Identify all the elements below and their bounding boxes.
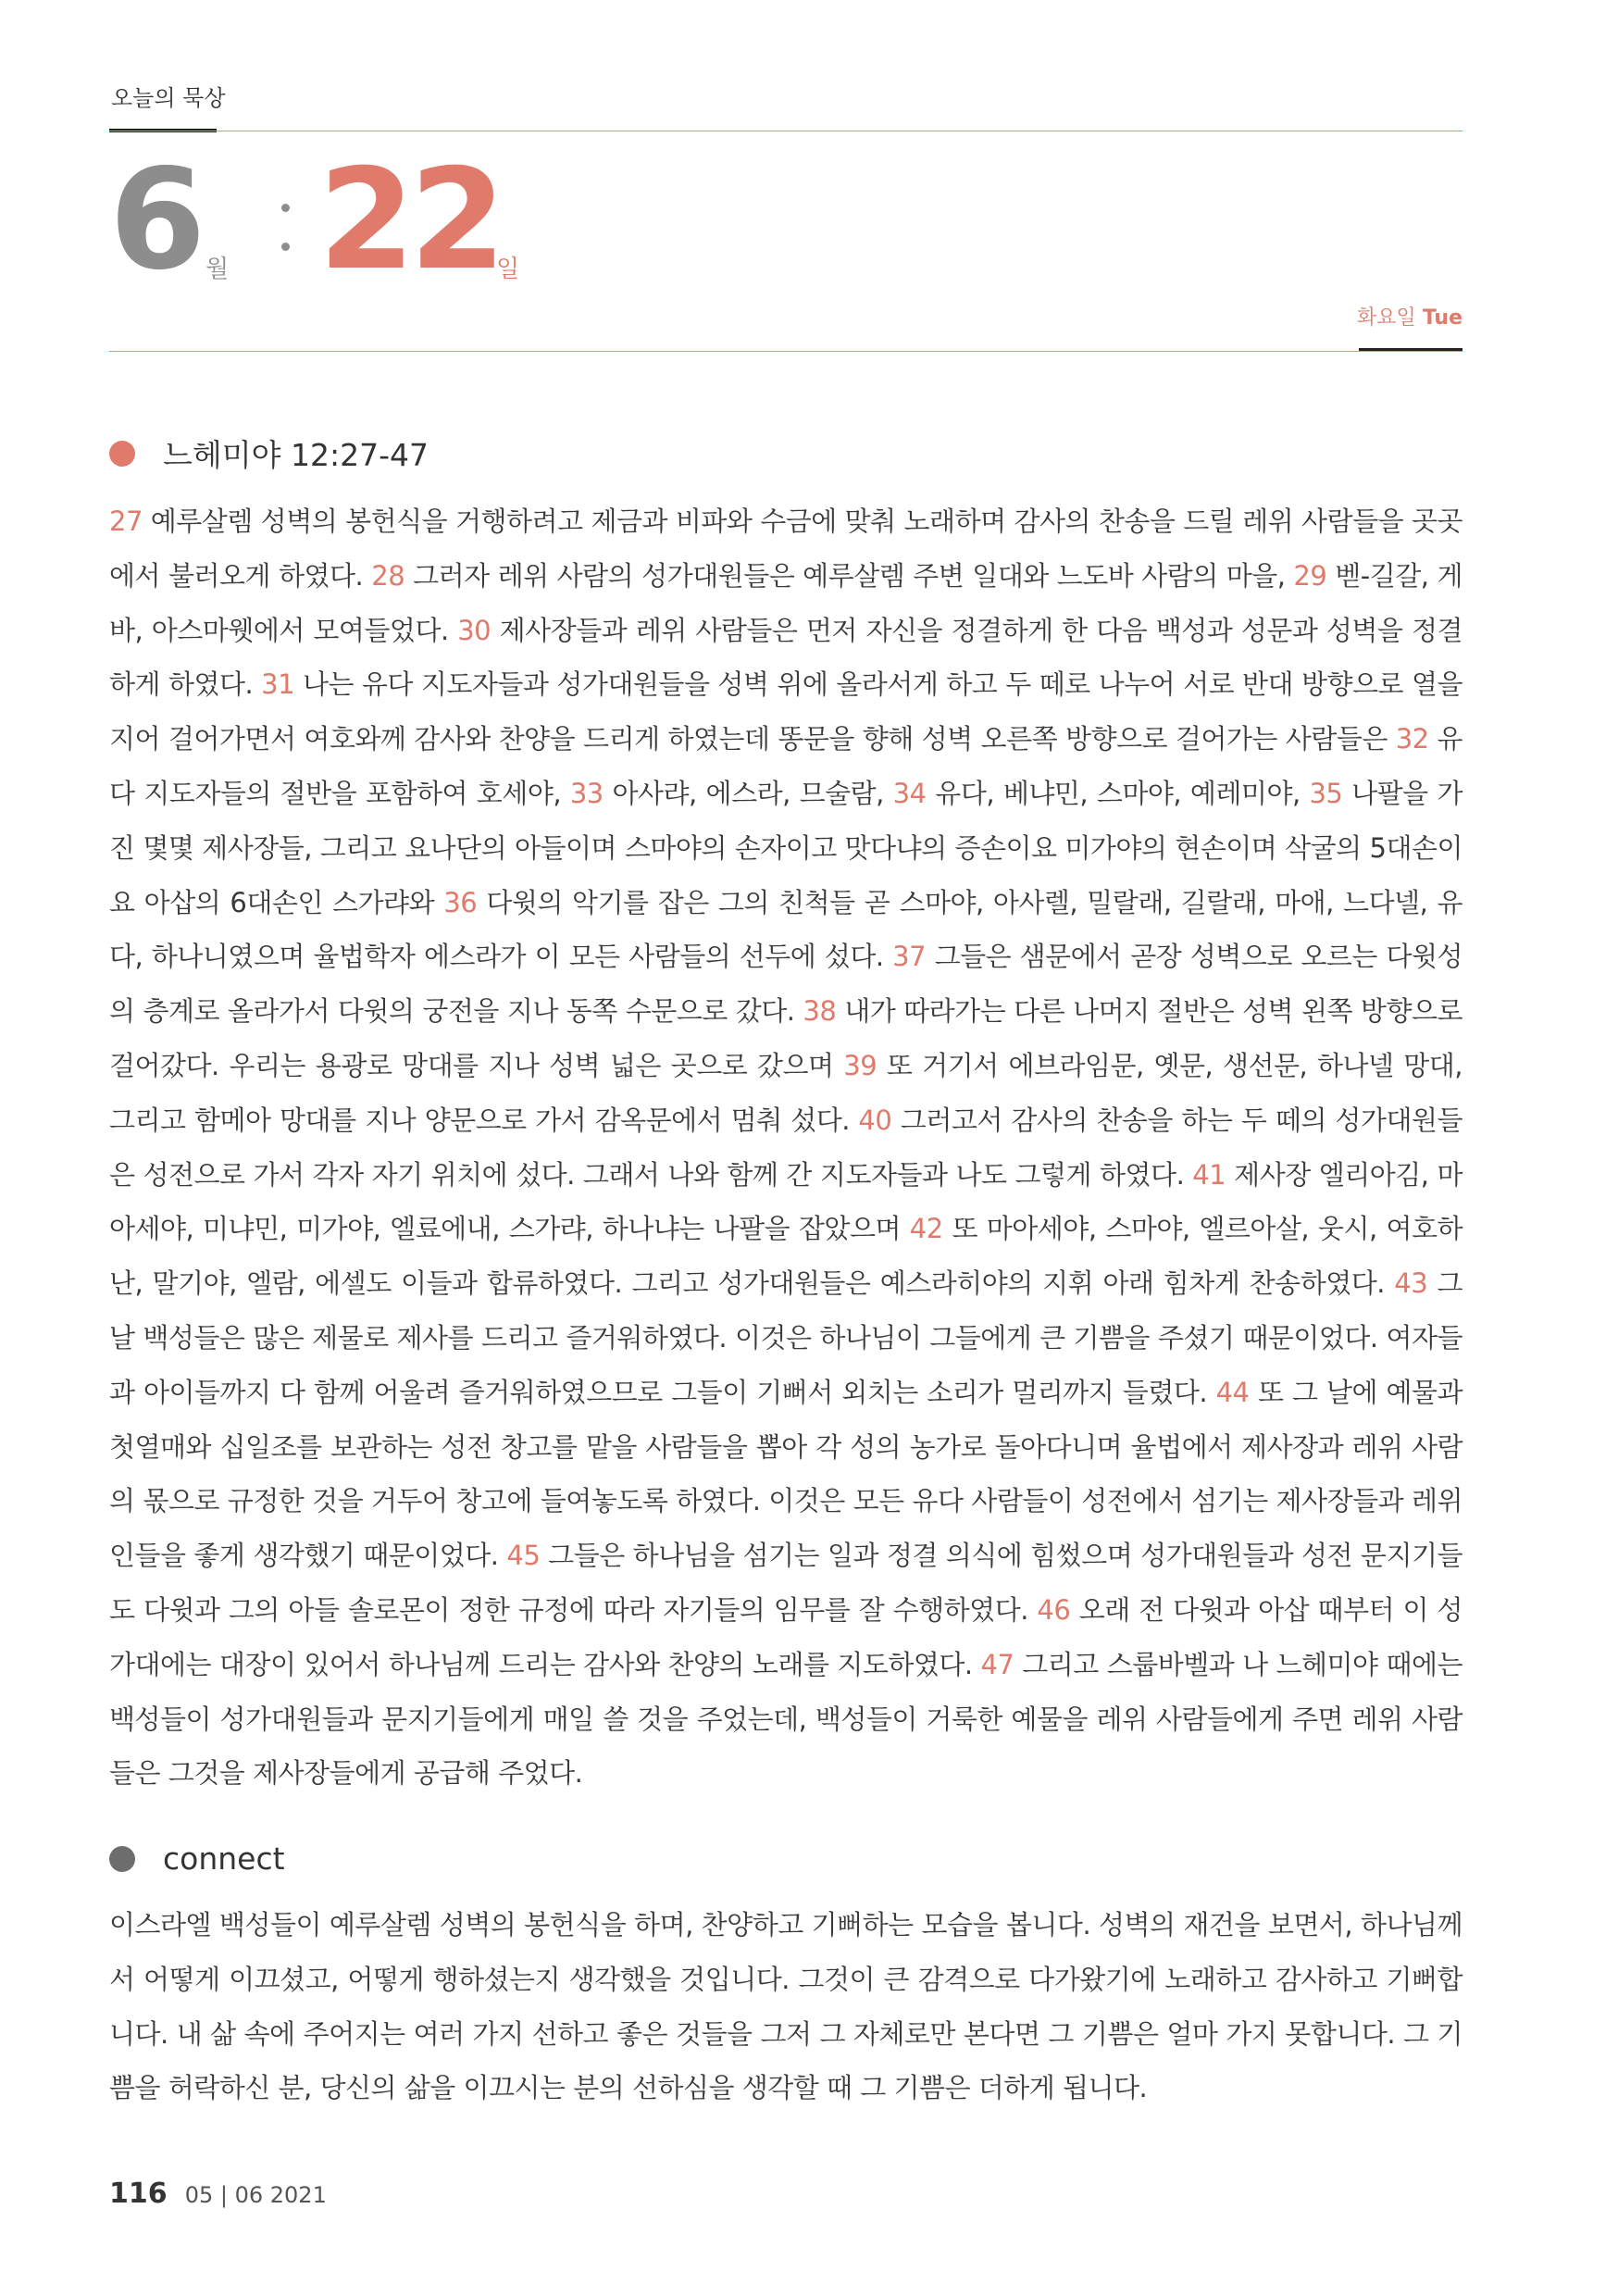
verse-text: 그 날 백성들은 많은 제물로 제사를 드리고 즐거워하였다. 이것은 하나님이 그들에게 큰 기쁨을 주셨기 때문이었다. 여자들과 아이들까지 다 함께 어울려 즐거워하였으므로 그들이 기뻐서 외치는 소리가 멀리까지 들렸다.	[109, 1267, 1462, 1408]
verse-text: 그들은 샘문에서 곧장 성벽으로 오르는 다윗성의 층계로 올라가서 다윗의 궁전을 지나 동쪽 수문으로 갔다.	[109, 941, 1463, 1028]
verse-number: 32	[1395, 723, 1429, 755]
verse-number: 33	[569, 777, 604, 809]
verse-number: 42	[909, 1213, 943, 1245]
bullet-icon	[109, 441, 135, 467]
colon-dot-top	[281, 204, 290, 212]
verse-text: 그들은 하나님을 섬기는 일과 정결 의식에 힘썼으며 성가대원들과 성전 문지기들도 다윗과 그의 아들 솔로몬이 정한 규정에 따라 자기들의 임무를 잘 수행하였다.	[109, 1540, 1462, 1626]
verse-text: 또 그 날에 예물과 첫열매와 십일조를 보관하는 성전 창고를 맡을 사람들을 뽑아 각 성의 농가로 돌아다니며 율법에서 제사장과 레위 사람의 몫으로 규정한 것을 거두어 창고에 들여놓도록 하였다. 이것은 모든 유다 사람들이 성전에서 섬기는 제사장들과 레위인들을 좋게 생각했기 때문이었다.	[109, 1376, 1462, 1572]
verse-text: 유다, 베냐민, 스마야, 예레미야,	[926, 777, 1310, 809]
weekday	[1357, 302, 1462, 331]
verse-number: 47	[980, 1648, 1014, 1680]
verse-text: 그러자 레위 사람의 성가대원들은 예루살렘 주변 일대와 느도바 사람의 마을,	[404, 559, 1294, 592]
verse-number: 34	[892, 777, 927, 809]
day-unit: 일	[496, 256, 520, 283]
header-divider	[109, 351, 1462, 352]
connect-title: connect	[163, 1841, 285, 1877]
verse-number: 38	[803, 995, 837, 1028]
verse-number: 28	[371, 559, 405, 592]
verse-text: 아사랴, 에스라, 므술람,	[603, 777, 893, 809]
connect-heading	[109, 1841, 285, 1877]
verse-number: 27	[109, 505, 143, 537]
verse-number: 39	[843, 1049, 877, 1081]
verse-number: 37	[892, 941, 927, 973]
verse-number: 44	[1215, 1376, 1250, 1408]
verse-text: 그리고 스룹바벨과 나 느헤미야 때에는 백성들이 성가대원들과 문지기들에게 매일 쓸 것을 주었는데, 백성들이 거룩한 예물을 레위 사람들에게 주면 레위 사람들은 그것을 제사장들에게 공급해 주었다.	[109, 1648, 1462, 1790]
verse-number: 43	[1394, 1267, 1428, 1300]
verse-number: 31	[261, 668, 295, 701]
scripture-reference: 느헤미야 12:27-47	[163, 437, 429, 473]
verse-text: 벧-길갈, 게바, 아스마웻에서 모여들었다.	[109, 559, 1462, 646]
verse-number: 46	[1037, 1593, 1071, 1626]
verse-number: 40	[858, 1104, 892, 1136]
scripture-text	[109, 494, 1462, 1801]
verse-number: 36	[443, 886, 478, 918]
month-unit: 월	[205, 256, 230, 283]
verse-text: 예루살렘 성벽의 봉헌식을 거행하려고 제금과 비파와 수금에 맞춰 노래하며 감사의 찬송을 드릴 레위 사람들을 곳곳에서 불러오게 하였다.	[109, 505, 1462, 592]
verse-number: 41	[1192, 1158, 1226, 1191]
section-label: 오늘의 묵상	[111, 85, 226, 111]
month-number: 6	[109, 140, 203, 301]
scripture-heading	[109, 431, 429, 475]
verse-number: 45	[506, 1540, 541, 1572]
verse-text: 내가 따라가는 다른 나머지 절반은 성벽 왼쪽 방향으로 걸어갔다. 우리는 용광로 망대를 지나 성벽 넓은 곳으로 갔으며	[109, 995, 1462, 1081]
verse-text: 다윗의 악기를 잡은 그의 친척들 곧 스마야, 아사렐, 밀랄래, 길랄래, 마애, 느다넬, 유다, 하나니였으며 율법학자 에스라가 이 모든 사람들의 선두에 섰다.	[109, 886, 1462, 973]
colon-dot-bottom	[281, 243, 290, 251]
weekday-english: Tue	[1422, 306, 1462, 330]
verse-number: 30	[457, 614, 492, 646]
verse-text: 그러고서 감사의 찬송을 하는 두 떼의 성가대원들은 성전으로 가서 각자 자기 위치에 섰다. 그래서 나와 함께 간 지도자들과 나도 그렇게 하였다.	[109, 1104, 1462, 1191]
verse-text: 유다 지도자들의 절반을 포함하여 호세야,	[109, 723, 1463, 809]
verse-text: 또 거기서 에브라임문, 옛문, 생선문, 하나넬 망대, 그리고 함메아 망대를 지나 양문으로 가서 감옥문에서 멈춰 섰다.	[109, 1049, 1462, 1136]
verse-text: 나는 유다 지도자들과 성가대원들을 성벽 위에 올라서게 하고 두 떼로 나누어 서로 반대 방향으로 열을 지어 걸어가면서 여호와께 감사와 찬양을 드리게 하였는데 똥문을 향해 성벽 오른쪽 방향으로 걸어가는 사람들은	[109, 668, 1462, 755]
bullet-icon	[109, 1846, 135, 1872]
verse-text: 오래 전 다윗과 아삽 때부터 이 성가대에는 대장이 있어서 하나님께 드리는 감사와 찬양의 노래를 지도하였다.	[109, 1593, 1462, 1680]
footer	[109, 2177, 327, 2210]
page-number: 116	[109, 2177, 168, 2210]
day-number: 22	[318, 140, 501, 301]
verse-number: 35	[1309, 777, 1343, 809]
verse-text: 제사장들과 레위 사람들은 먼저 자신을 정결하게 한 다음 백성과 성문과 성벽을 정결하게 하였다.	[109, 614, 1462, 701]
weekday-korean: 화요일	[1357, 306, 1416, 330]
issue-date: 05 | 06 2021	[184, 2182, 327, 2208]
verse-text: 나팔을 가진 몇몇 제사장들, 그리고 요나단의 아들이며 스마야의 손자이고 맛다냐의 증손이요 미가야의 현손이며 삭굴의 5대손이요 아삽의 6대손인 스가랴와	[109, 777, 1462, 918]
connect-text: 이스라엘 백성들이 예루살렘 성벽의 봉헌식을 하며, 찬양하고 기뻐하는 모습을 봅니다. 성벽의 재건을 보면서, 하나님께서 어떻게 이끄셨고, 어떻게 행하셨는지 생각했을 것입니다. 그것이 큰 감격으로 다가왔기에 노래하고 감사하고 기뻐합니다. 내 삶 속에 주어지는 여러 가지 선하고 좋은 것들을 그저 그 자체로만 본다면 그 기쁨은 얼마 가지 못합니다. 그 기쁨을 허락하신 분, 당신의 삶을 이끄시는 분의 선하심을 생각할 때 그 기쁨은 더하게 됩니다.	[109, 1909, 1462, 2104]
verse-number: 29	[1293, 559, 1327, 592]
verse-text: 제사장 엘리아김, 마아세야, 미냐민, 미가야, 엘료에내, 스가랴, 하나냐는 나팔을 잡았으며	[109, 1158, 1462, 1245]
verse-text: 또 마아세야, 스마야, 엘르아살, 웃시, 여호하난, 말기야, 엘람, 에셀도 이들과 합류하였다. 그리고 성가대원들은 예스라히야의 지휘 아래 힘차게 찬송하였다.	[109, 1213, 1463, 1300]
